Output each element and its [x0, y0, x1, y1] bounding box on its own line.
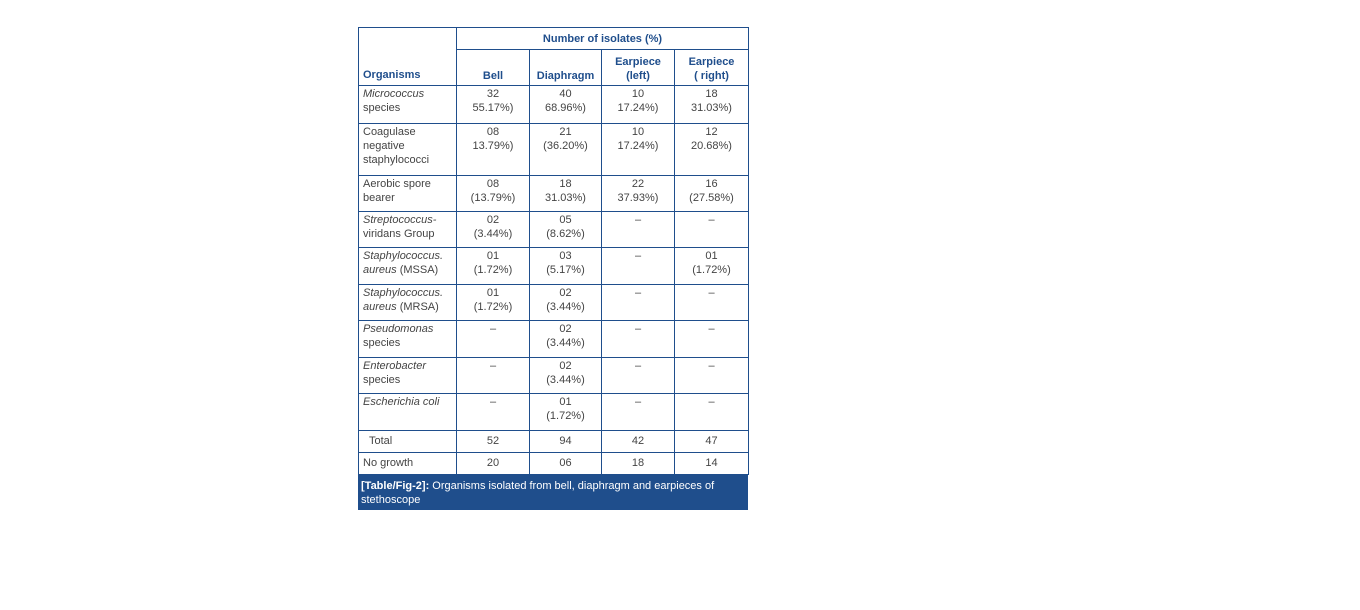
table-row: [359, 394, 749, 431]
diaphragm-value: 40 68.96%): [530, 86, 602, 124]
header-earpiece-right-line2: ( right): [694, 70, 729, 82]
table-row: [359, 124, 749, 176]
header-earpiece-left-line2: (left): [626, 70, 650, 82]
organism-name: Pseudomonas species: [359, 321, 457, 358]
bell-value: 32 55.17%): [457, 86, 530, 124]
total-bell: 52: [457, 431, 530, 453]
earpiece-right-value: –: [675, 285, 749, 321]
organism-name: Staphylococcus. aureus (MRSA): [359, 285, 457, 321]
header-number-of-isolates: Number of isolates (%): [457, 28, 749, 50]
no-growth-label: No growth: [359, 453, 457, 475]
bell-value: 08 13.79%): [457, 124, 530, 176]
earpiece-right-value: 16 (27.58%): [675, 176, 749, 212]
earpiece-left-value: –: [602, 394, 675, 431]
table-row: [359, 86, 749, 124]
header-organisms: Organisms: [359, 28, 457, 86]
total-diaphragm: 94: [530, 431, 602, 453]
organism-name: Escherichia coli: [359, 394, 457, 431]
header-earpiece-left-line1: Earpiece: [615, 56, 661, 68]
earpiece-left-value: 10 17.24%): [602, 86, 675, 124]
header-diaphragm: Diaphragm: [530, 50, 602, 86]
caption-label: [Table/Fig-2]:: [361, 480, 430, 492]
organism-name: Coagulase negative staphylococci: [359, 124, 457, 176]
total-row: [359, 431, 749, 453]
caption-text: Organisms isolated from bell, diaphragm and earpieces of stethoscope: [361, 480, 715, 506]
earpiece-right-value: 18 31.03%): [675, 86, 749, 124]
table-caption: [358, 475, 748, 510]
table-figure: [358, 27, 748, 510]
no-growth-row: [359, 453, 749, 475]
organism-name: Streptococcus- viridans Group: [359, 212, 457, 248]
diaphragm-value: 05 (8.62%): [530, 212, 602, 248]
diaphragm-value: 02 (3.44%): [530, 358, 602, 394]
earpiece-left-value: 10 17.24%): [602, 124, 675, 176]
bell-value: –: [457, 358, 530, 394]
diaphragm-value: 03 (5.17%): [530, 248, 602, 285]
header-earpiece-right: [675, 50, 749, 86]
no-growth-earpiece-left: 18: [602, 453, 675, 475]
table-row: [359, 212, 749, 248]
bell-value: 08 (13.79%): [457, 176, 530, 212]
earpiece-right-value: 01 (1.72%): [675, 248, 749, 285]
bell-value: –: [457, 394, 530, 431]
diaphragm-value: 21 (36.20%): [530, 124, 602, 176]
bell-value: 01 (1.72%): [457, 285, 530, 321]
diaphragm-value: 02 (3.44%): [530, 285, 602, 321]
total-earpiece-right: 47: [675, 431, 749, 453]
table-row: [359, 248, 749, 285]
earpiece-left-value: 22 37.93%): [602, 176, 675, 212]
table-row: [359, 176, 749, 212]
isolates-table: [358, 27, 749, 475]
earpiece-left-value: –: [602, 358, 675, 394]
organism-name: Staphylococcus. aureus (MSSA): [359, 248, 457, 285]
earpiece-left-value: –: [602, 248, 675, 285]
organism-name: Aerobic spore bearer: [359, 176, 457, 212]
no-growth-bell: 20: [457, 453, 530, 475]
earpiece-left-value: –: [602, 321, 675, 358]
diaphragm-value: 18 31.03%): [530, 176, 602, 212]
earpiece-right-value: –: [675, 394, 749, 431]
diaphragm-value: 02 (3.44%): [530, 321, 602, 358]
table-row: [359, 358, 749, 394]
table-row: [359, 285, 749, 321]
header-earpiece-left: [602, 50, 675, 86]
earpiece-right-value: 12 20.68%): [675, 124, 749, 176]
bell-value: 02 (3.44%): [457, 212, 530, 248]
organism-name: Micrococcus species: [359, 86, 457, 124]
earpiece-right-value: –: [675, 321, 749, 358]
no-growth-earpiece-right: 14: [675, 453, 749, 475]
table-row: [359, 321, 749, 358]
header-bell: Bell: [457, 50, 530, 86]
bell-value: 01 (1.72%): [457, 248, 530, 285]
total-label: Total: [359, 431, 457, 453]
organism-name: Enterobacter species: [359, 358, 457, 394]
no-growth-diaphragm: 06: [530, 453, 602, 475]
earpiece-right-value: –: [675, 212, 749, 248]
earpiece-left-value: –: [602, 212, 675, 248]
diaphragm-value: 01 (1.72%): [530, 394, 602, 431]
header-earpiece-right-line1: Earpiece: [688, 56, 735, 68]
total-earpiece-left: 42: [602, 431, 675, 453]
earpiece-left-value: –: [602, 285, 675, 321]
bell-value: –: [457, 321, 530, 358]
earpiece-right-value: –: [675, 358, 749, 394]
